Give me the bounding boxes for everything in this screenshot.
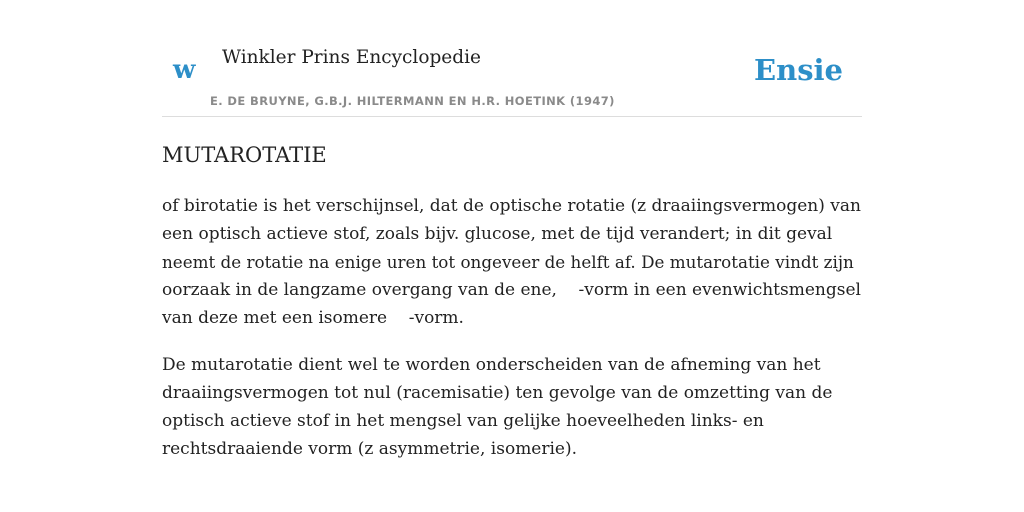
paragraph-line: De mutarotatie dient wel te worden onderscheiden van de afneming van het — [162, 355, 821, 375]
source-authors: E. DE BRUYNE, G.B.J. HILTERMANN EN H.R. HOETINK (1947) — [210, 94, 615, 108]
paragraph-line: neemt de rotatie na enige uren tot ongeveer de helft af. De mutarotatie vindt zijn — [162, 252, 854, 272]
paragraph-line: oorzaak in de langzame overgang van de ene, -vorm in een evenwichtsmengsel — [162, 280, 861, 300]
paragraph-line: draaiingsvermogen tot nul (racemisatie) ten gevolge van de omzetting van de — [162, 383, 833, 403]
ensie-logo-link[interactable]: Ensie — [754, 53, 843, 87]
article-paragraph-1 — [162, 192, 862, 332]
paragraph-line: een optisch actieve stof, zoals bijv. glucose, met de tijd verandert; in dit geval — [162, 224, 833, 244]
paragraph-line: rechtsdraaiende vorm (z asymmetrie, isomerie). — [162, 439, 578, 459]
paragraph-line: of birotatie is het verschijnsel, dat de optische rotatie (z draaiingsvermogen) van — [162, 196, 861, 216]
winkler-prins-logo-icon[interactable]: w — [173, 55, 196, 85]
source-header — [162, 0, 862, 117]
article-headword: MUTAROTATIE — [162, 143, 327, 167]
paragraph-line: optisch actieve stof in het mengsel van gelijke hoeveelheden links- en — [162, 411, 764, 431]
paragraph-line: van deze met een isomere -vorm. — [162, 308, 464, 328]
article-paragraph-2 — [162, 351, 862, 463]
source-title-link[interactable]: Winkler Prins Encyclopedie — [222, 47, 481, 68]
article-body — [162, 192, 862, 482]
